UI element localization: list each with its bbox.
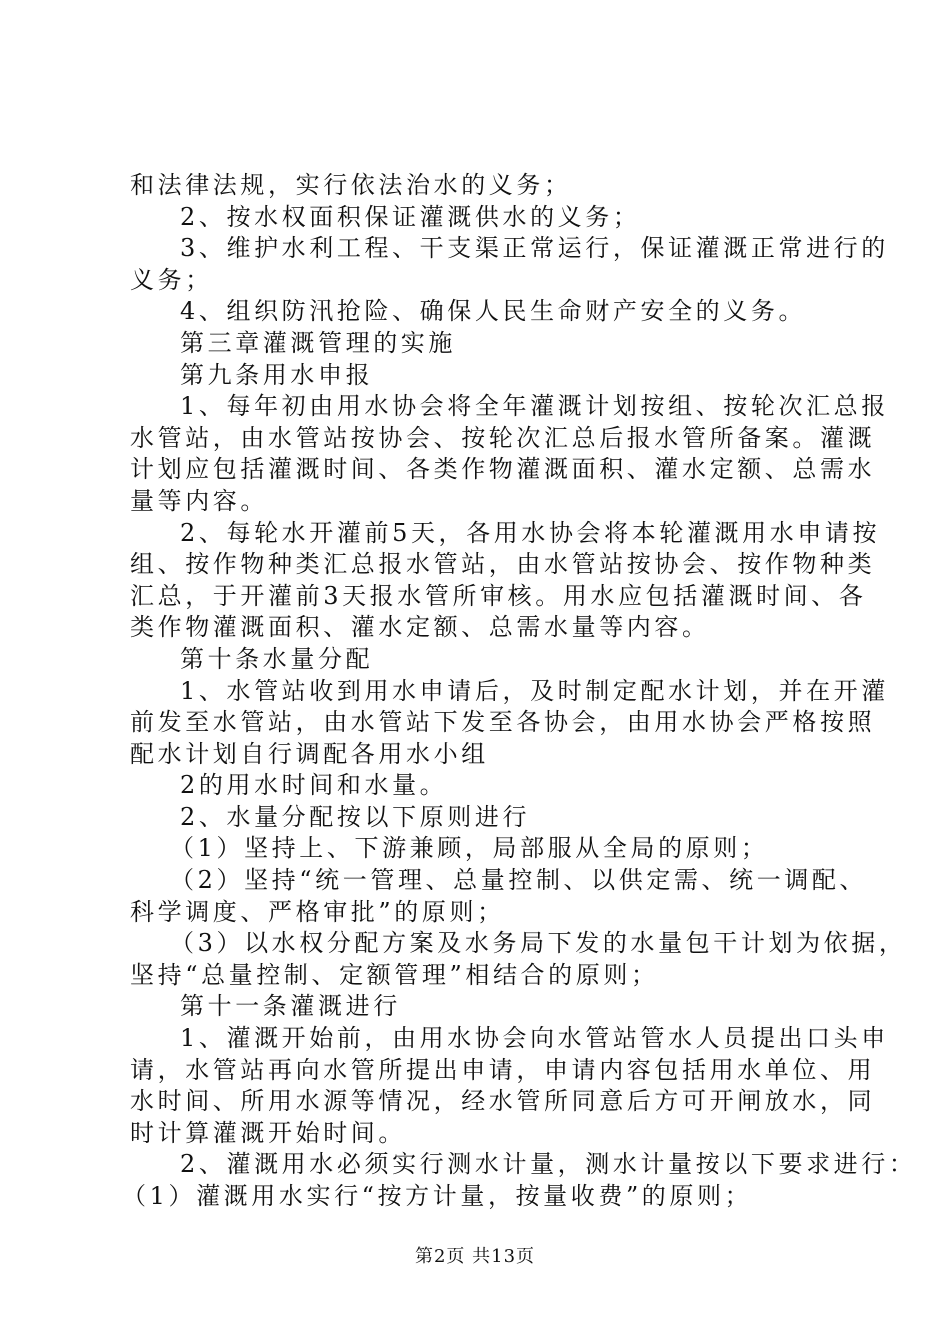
text-line: 坚持“总量控制、定额管理”相结合的原则； — [130, 960, 659, 989]
text-line: 1、水管站收到用水申请后，及时制定配水计划，并在开灌 — [180, 676, 889, 705]
text-line: 2、每轮水开灌前5天，各用水协会将本轮灌溉用水申请按 — [180, 518, 881, 547]
article-heading: 第十条水量分配 — [180, 644, 374, 673]
text-line: 2、水量分配按以下原则进行 — [180, 802, 531, 831]
text-line: （3）以水权分配方案及水务局下发的水量包干计划为依据， — [170, 929, 907, 958]
text-line: 时计算灌溉开始时间。 — [130, 1118, 406, 1147]
article-heading: 第十一条灌溉进行 — [180, 992, 401, 1021]
text-line: 水时间、所用水源等情况，经水管所同意后方可开闸放水，同 — [130, 1087, 876, 1116]
text-line: 请，水管站再向水管所提出申请，申请内容包括用水单位、用 — [130, 1055, 876, 1084]
text-line: 水管站，由水管站按协会、按轮次汇总后报水管所备案。灌溉 — [130, 423, 876, 452]
text-line: 组、按作物种类汇总报水管站，由水管站按协会、按作物种类 — [130, 550, 876, 579]
article-heading: 第九条用水申报 — [180, 360, 374, 389]
text-line: （1）灌溉用水实行“按方计量，按量收费”的原则； — [122, 1182, 753, 1210]
document-body — [122, 170, 917, 1213]
chapter-heading: 第三章灌溉管理的实施 — [180, 328, 456, 357]
text-line: 计划应包括灌溉时间、各类作物灌溉面积、灌水定额、总需水 — [130, 455, 876, 484]
text-line: 2的用水时间和水量。 — [180, 771, 448, 800]
text-line: 4、组织防汛抢险、确保人民生命财产安全的义务。 — [180, 297, 807, 326]
text-line: 汇总，于开灌前3天报水管所审核。用水应包括灌溉时间、各 — [130, 581, 867, 610]
text-line: 1、灌溉开始前，由用水协会向水管站管水人员提出口头申 — [180, 1024, 889, 1053]
page-number-footer: 第2页 共13页 — [414, 1246, 536, 1267]
text-line: 前发至水管站，由水管站下发至各协会，由用水协会严格按照 — [130, 708, 876, 737]
text-line: 2、灌溉用水必须实行测水计量，测水计量按以下要求进行： — [180, 1150, 917, 1179]
text-line: 配水计划自行调配各用水小组 — [130, 739, 489, 768]
text-line: 义务； — [130, 265, 213, 294]
text-line: 1、每年初由用水协会将全年灌溉计划按组、按轮次汇总报 — [180, 392, 889, 421]
text-line: 量等内容。 — [130, 486, 268, 515]
text-line: 和法律法规，实行依法治水的义务； — [130, 171, 572, 199]
text-line: 科学调度、严格审批”的原则； — [130, 897, 505, 926]
text-line: 3、维护水利工程、干支渠正常运行，保证灌溉正常进行的 — [180, 234, 889, 263]
text-line: 2、按水权面积保证灌溉供水的义务； — [180, 202, 641, 231]
text-line: （2）坚持“统一管理、总量控制、以供定需、统一调配、 — [170, 866, 868, 895]
text-line: 类作物灌溉面积、灌水定额、总需水量等内容。 — [130, 613, 710, 642]
text-line: （1）坚持上、下游兼顾，局部服从全局的原则； — [170, 834, 769, 863]
